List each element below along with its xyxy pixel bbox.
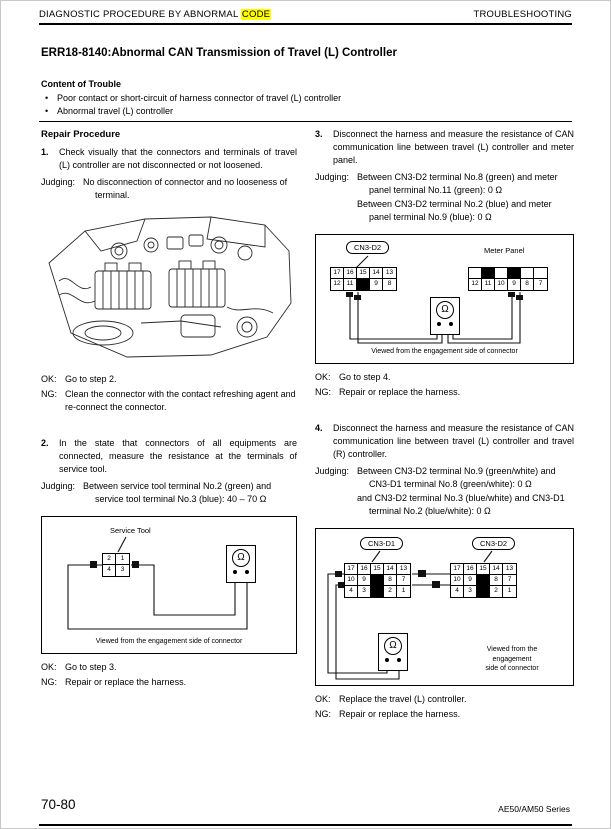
judging-text: and CN3-D2 terminal No.3 (blue/white) and CN3-D1 terminal No.2 (blue/white): 0 Ω [357,493,565,516]
pin-cell [508,268,521,279]
ng-text: Repair or replace the harness. [339,709,461,719]
pin-cell: 9 [358,575,371,586]
pin-cell: 17 [345,564,358,575]
ohmmeter-probes [233,570,249,574]
pin-cell: 8 [384,575,397,586]
pin-cell: 8 [490,575,503,586]
machine-illustration-figure [41,211,297,367]
judging-label: Judging: [315,172,350,182]
ng-label: NG: [315,387,332,397]
judging-text: No disconnection of connector and no looseness of terminal. [83,177,288,200]
ng-label: NG: [41,677,58,687]
page-number: 70-80 [41,797,76,812]
judging-label: Judging: [41,177,76,187]
judging-label: Judging: [41,481,76,491]
step-4-judging [315,465,574,519]
pin-cell [469,268,482,279]
pin-cell: 3 [358,586,371,597]
step-1-judging [41,176,297,203]
header-left [39,8,271,21]
page-header [39,8,572,21]
pin-cell: 13 [383,268,396,279]
pin-cell: 10 [345,575,358,586]
judging-text: Between service tool terminal No.2 (green) and service tool terminal No.3 (blue): 40 – 70 Ω [83,481,272,504]
step-2-ng [41,676,297,689]
pin-cell: 1 [116,554,129,565]
pin-cell: 12 [469,279,482,290]
page-title: ERR18-8140:Abnormal CAN Transmission of Travel (L) Controller [41,47,397,59]
footer-rule [39,824,572,826]
pin-cell: 7 [538,280,543,287]
caption-line: Viewed from the [486,646,538,653]
service-tool-diagram [41,516,297,654]
judging-text: Between CN3-D2 terminal No.9 (green/white) and CN3-D1 terminal No.8 (green/white): 0 Ω [357,466,556,489]
pin-cell: 11 [482,279,495,290]
ohmmeter [226,545,256,583]
pin-cell: 2 [384,586,397,597]
pin-cell [357,279,370,290]
section-divider [39,121,572,122]
ok-label: OK: [315,694,331,704]
ohm-symbol: Ω [436,301,454,319]
left-column [41,128,297,721]
repair-procedure-heading: Repair Procedure [41,129,121,140]
connector-label-cn3-d2: CN3-D2 [346,241,389,254]
step-4-ng [315,708,574,721]
meter-panel-label: Meter Panel [484,246,525,255]
pin-cell: 9 [370,279,383,290]
caption-line: side of connector [485,665,539,672]
right-column [315,128,574,721]
cn3-d2-connector [330,267,397,291]
pin-cell: 15 [477,564,490,575]
pin-cell: 16 [358,564,371,575]
pin-cell [521,268,534,279]
step-3-judging [315,171,574,225]
step-number: 4. [315,423,323,433]
ohmmeter-probes [385,658,401,662]
pin-cell: 1 [507,587,512,594]
ohmmeter-probes [437,322,453,326]
pin-cell: 13 [503,564,516,575]
ohmmeter [430,297,460,335]
ok-label: OK: [41,374,57,384]
ng-text: Repair or replace the harness. [65,677,187,687]
series-label: AE50/AM50 Series [498,804,570,814]
judging-text: Between CN3-D2 terminal No.2 (blue) and meter panel terminal No.9 (blue): 0 Ω [357,199,552,222]
connector-label-cn3-d1: CN3-D1 [360,537,403,550]
step-text: Check visually that the connectors and terminals of travel (L) controller are not disconnected or not loosened. [59,147,297,170]
header-rule [39,23,572,25]
cn3-d1-connector [344,563,411,598]
diagram-caption: Viewed from the engagement side of connector [95,638,243,645]
step-text: Disconnect the harness and measure the resistance of CAN communication line between travel (L) controller and travel (R) controller. [333,423,574,459]
pin-cell: 4 [451,586,464,597]
pin-cell: 14 [384,564,397,575]
ohm-symbol: Ω [384,637,402,655]
pin-cell: 2 [490,586,503,597]
cn3-d2-connector [450,563,517,598]
pin-cell: 13 [397,564,410,575]
step-1 [41,146,297,172]
step-text: In the state that connectors of all equipments are connected, measure the resistance at the terminals of service tool. [59,438,297,474]
step-1-ng [41,388,297,414]
header-right: TROUBLESHOOTING [473,9,572,20]
header-left-text: DIAGNOSTIC PROCEDURE BY ABNORMAL [39,9,241,20]
ng-text: Clean the connector with the contact refreshing agent and re-connect the connector. [65,389,296,412]
list-item-text: • Abnormal travel (L) controller [57,106,174,116]
ng-text: Repair or replace the harness. [339,387,461,397]
content-of-trouble-heading: Content of Trouble [41,79,121,89]
step-2-judging [41,480,297,507]
pin-cell: 1 [401,587,406,594]
ok-label: OK: [41,662,57,672]
ng-label: NG: [41,389,58,399]
step-number: 3. [315,129,323,139]
pin-cell: 12 [331,279,344,290]
step-3-ok [315,371,574,384]
diagram-caption: Viewed from the engagement side of connector [371,348,518,355]
meter-panel-connector [468,267,548,291]
header-highlight-code: CODE [241,9,271,20]
pin-cell: 3 [120,566,125,573]
content-of-trouble-list [45,92,341,118]
step-number: 2. [41,438,49,448]
pin-cell: 8 [521,279,534,290]
pin-cell: 3 [464,586,477,597]
pin-cell: 4 [345,586,358,597]
wiring-lines [42,517,296,653]
ok-text: Replace the travel (L) controller. [339,694,467,704]
ok-text: Go to step 4. [339,372,391,382]
service-tool-connector [102,553,130,577]
pin-cell: 10 [495,279,508,290]
pin-cell: 15 [357,268,370,279]
step-3-ng [315,386,574,399]
pin-cell: 16 [464,564,477,575]
pin-cell: 7 [397,575,410,586]
pin-cell [495,268,508,279]
step-3 [315,128,574,167]
pin-cell: 9 [508,279,521,290]
pin-cell [371,575,384,586]
step-text: Disconnect the harness and measure the resistance of CAN communication line between travel (L) controller and meter panel. [333,129,574,165]
pin-cell [477,586,490,597]
ohmmeter [378,633,408,671]
pin-cell [477,575,490,586]
service-tool-label: Service Tool [110,526,151,535]
ng-label: NG: [315,709,332,719]
meter-panel-diagram [315,234,574,364]
pin-cell: 4 [103,565,116,576]
travel-controllers-diagram [315,528,574,686]
ok-text: Go to step 3. [65,662,117,672]
step-4 [315,422,574,461]
step-1-ok [41,373,297,386]
pin-cell: 15 [371,564,384,575]
pin-cell: 14 [490,564,503,575]
pin-cell: 10 [451,575,464,586]
pin-cell [371,586,384,597]
step-4-ok [315,693,574,706]
step-2 [41,437,297,476]
list-item-text: • Poor contact or short-circuit of harness connector of travel (L) controller [57,93,342,103]
pin-cell: 16 [344,268,357,279]
step-number: 1. [41,147,49,157]
list-item [45,92,341,105]
machine-illustration [41,211,297,363]
two-column-body [41,128,574,721]
judging-label: Judging: [315,466,350,476]
pin-cell: 14 [370,268,383,279]
pin-cell: 8 [387,280,392,287]
pin-cell: 9 [464,575,477,586]
pin-cell: 7 [503,575,516,586]
connector-label-cn3-d2: CN3-D2 [472,537,515,550]
pin-cell [482,268,495,279]
ok-label: OK: [315,372,331,382]
ohm-symbol: Ω [232,549,250,567]
pin-cell: 2 [103,554,116,565]
judging-text: Between CN3-D2 terminal No.8 (green) and meter panel terminal No.11 (green): 0 Ω [357,172,558,195]
caption-line: engagement [492,655,532,663]
pin-cell: 17 [451,564,464,575]
diagram-caption [464,645,560,674]
pin-cell: 17 [331,268,344,279]
list-item [45,105,341,118]
ok-text: Go to step 2. [65,374,117,384]
pin-cell [534,268,547,279]
pin-cell: 11 [344,279,357,290]
step-2-ok [41,661,297,674]
